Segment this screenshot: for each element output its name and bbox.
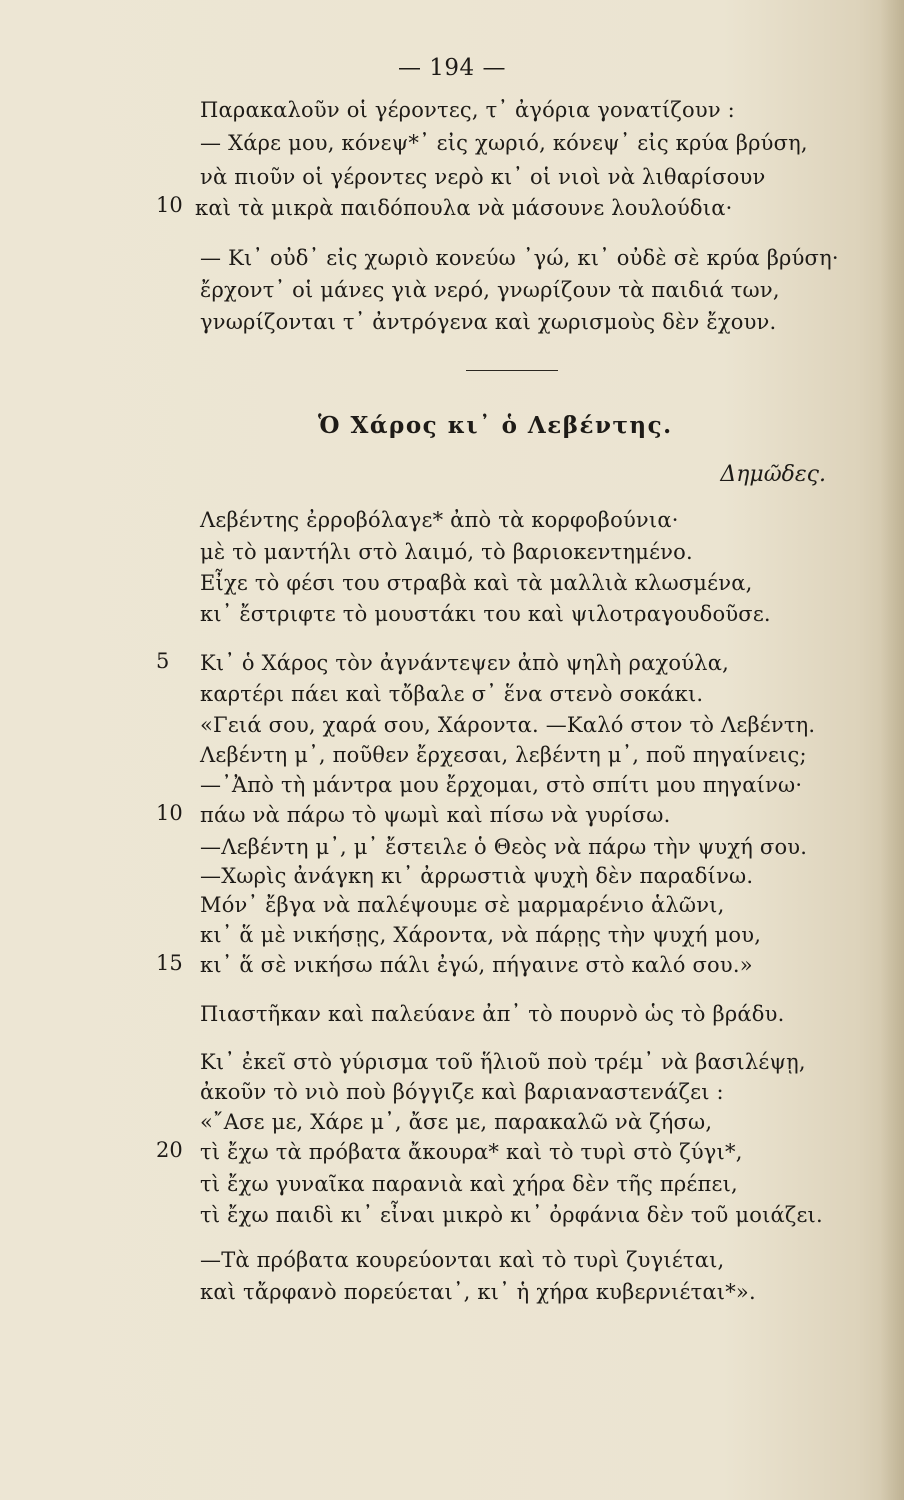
page-binding-shadow xyxy=(880,0,904,1500)
poem-line: Εἶχε τὸ φέσι του στραβὰ καὶ τὰ μαλλιὰ κλωσμένα, xyxy=(200,571,753,595)
poem-line: Παρακαλοῦν οἱ γέροντες, τ᾽ ἀγόρια γονατίζουν : xyxy=(200,98,735,122)
line-number: 5 xyxy=(156,649,170,673)
poem-title: Ὁ Χάρος κι᾽ ὁ Λεβέντης. xyxy=(318,412,673,439)
poem-line: Κι᾽ ἐκεῖ στὸ γύρισμα τοῦ ἥλιοῦ ποὺ τρέμ᾽ νὰ βασιλέψῃ, xyxy=(200,1050,806,1074)
poem-line: «῎Ασε με, Χάρε μ᾽, ἄσε με, παρακαλῶ νὰ ζήσω, xyxy=(200,1110,713,1134)
poem-line: τὶ ἔχω παιδὶ κι᾽ εἶναι μικρὸ κι᾽ ὀρφάνια δὲν τοῦ μοιάζει. xyxy=(200,1203,823,1227)
poem-line: καρτέρι πάει καὶ τὄβαλε σ᾽ ἕνα στενὸ σοκάκι. xyxy=(200,682,704,706)
poem-line: τὶ ἔχω τὰ πρόβατα ἄκουρα* καὶ τὸ τυρὶ στὸ ζύγι*, xyxy=(200,1140,743,1164)
line-number: 10 xyxy=(156,801,183,825)
poem-line: γνωρίζονται τ᾽ ἀντρόγενα καὶ χωρισμοὺς δὲν ἔχουν. xyxy=(200,310,777,334)
poem-line: ἀκοῦν τὸ νιὸ ποὺ βόγγιζε καὶ βαριαναστενάζει : xyxy=(200,1080,724,1104)
poem-line: — Χάρε μου, κόνεψ*᾽ εἰς χωριό, κόνεψ᾽ εἰς κρύα βρύση, xyxy=(200,131,808,155)
poem-line: πάω νὰ πάρω τὸ ψωμὶ καὶ πίσω νὰ γυρίσω. xyxy=(200,803,671,827)
poem-line: Πιαστῆκαν καὶ παλεύανε ἀπ᾽ τὸ πουρνὸ ὡς τὸ βράδυ. xyxy=(200,1002,785,1026)
line-number: 20 xyxy=(156,1138,183,1162)
poem-line: «Γειά σου, χαρά σου, Χάροντα. —Καλό στον τὸ Λεβέντη. xyxy=(200,713,816,737)
poem-line: Λεβέντη μ᾽, ποῦθεν ἔρχεσαι, λεβέντη μ᾽, ποῦ πηγαίνεις; xyxy=(200,743,807,767)
poem-line: —Τὰ πρόβατα κουρεύονται καὶ τὸ τυρὶ ζυγιέται, xyxy=(200,1248,725,1272)
poem-line: Λεβέντης ἐρροβόλαγε* ἀπὸ τὰ κορφοβούνια· xyxy=(200,508,679,532)
poem-line: μὲ τὸ μαντήλι στὸ λαιμό, τὸ βαριοκεντημένο. xyxy=(200,540,693,564)
poem-line: ἔρχοντ᾽ οἱ μάνες γιὰ νερό, γνωρίζουν τὰ παιδιά των, xyxy=(200,278,780,302)
poem-line: Μόν᾽ ἔβγα νὰ παλέψουμε σὲ μαρμαρένιο ἁλῶνι, xyxy=(200,893,725,917)
poem-line: — Κι᾽ οὐδ᾽ εἰς χωριὸ κονεύω ᾽γώ, κι᾽ οὐδὲ σὲ κρύα βρύση· xyxy=(200,246,839,270)
poem-line: καὶ τἄρφανὸ πορεύεται᾽, κι᾽ ἡ χήρα κυβερνιέται*». xyxy=(200,1280,756,1304)
page-number-header: — 194 — xyxy=(397,55,507,81)
poem-line: Κι᾽ ὁ Χάρος τὸν ἀγνάντεψεν ἀπὸ ψηλὴ ραχούλα, xyxy=(200,651,729,675)
poem-line: τὶ ἔχω γυναῖκα παρανιὰ καὶ χήρα δὲν τῆς πρέπει, xyxy=(200,1172,738,1196)
poem-attribution: Δημῶδες. xyxy=(720,462,826,487)
line-number: 15 xyxy=(156,951,183,975)
poem-line: κι᾽ ἅ σὲ νικήσω πάλι ἐγώ, πήγαινε στὸ καλό σου.» xyxy=(200,953,753,977)
poem-line: κι᾽ ἔστριφτε τὸ μουστάκι του καὶ ψιλοτραγουδοῦσε. xyxy=(200,602,771,626)
poem-line: —᾽Ἀπὸ τὴ μάντρα μου ἔρχομαι, στὸ σπίτι μου πηγαίνω· xyxy=(200,773,803,797)
poem-line: καὶ τὰ μικρὰ παιδόπουλα νὰ μάσουνε λουλούδια· xyxy=(195,196,733,220)
section-divider xyxy=(466,370,558,371)
poem-line: —Λεβέντη μ᾽, μ᾽ ἔστειλε ὁ Θεὸς νὰ πάρω τὴν ψυχή σου. xyxy=(200,835,808,859)
poem-line: νὰ πιοῦν οἱ γέροντες νερὸ κι᾽ οἱ νιοὶ νὰ λιθαρίσουν xyxy=(200,165,766,189)
line-number: 10 xyxy=(156,193,183,217)
poem-line: κι᾽ ἅ μὲ νικήσῃς, Χάροντα, νὰ πάρῃς τὴν ψυχή μου, xyxy=(200,923,762,947)
poem-line: —Χωρὶς ἀνάγκη κι᾽ ἀρρωστιὰ ψυχὴ δὲν παραδίνω. xyxy=(200,864,754,888)
